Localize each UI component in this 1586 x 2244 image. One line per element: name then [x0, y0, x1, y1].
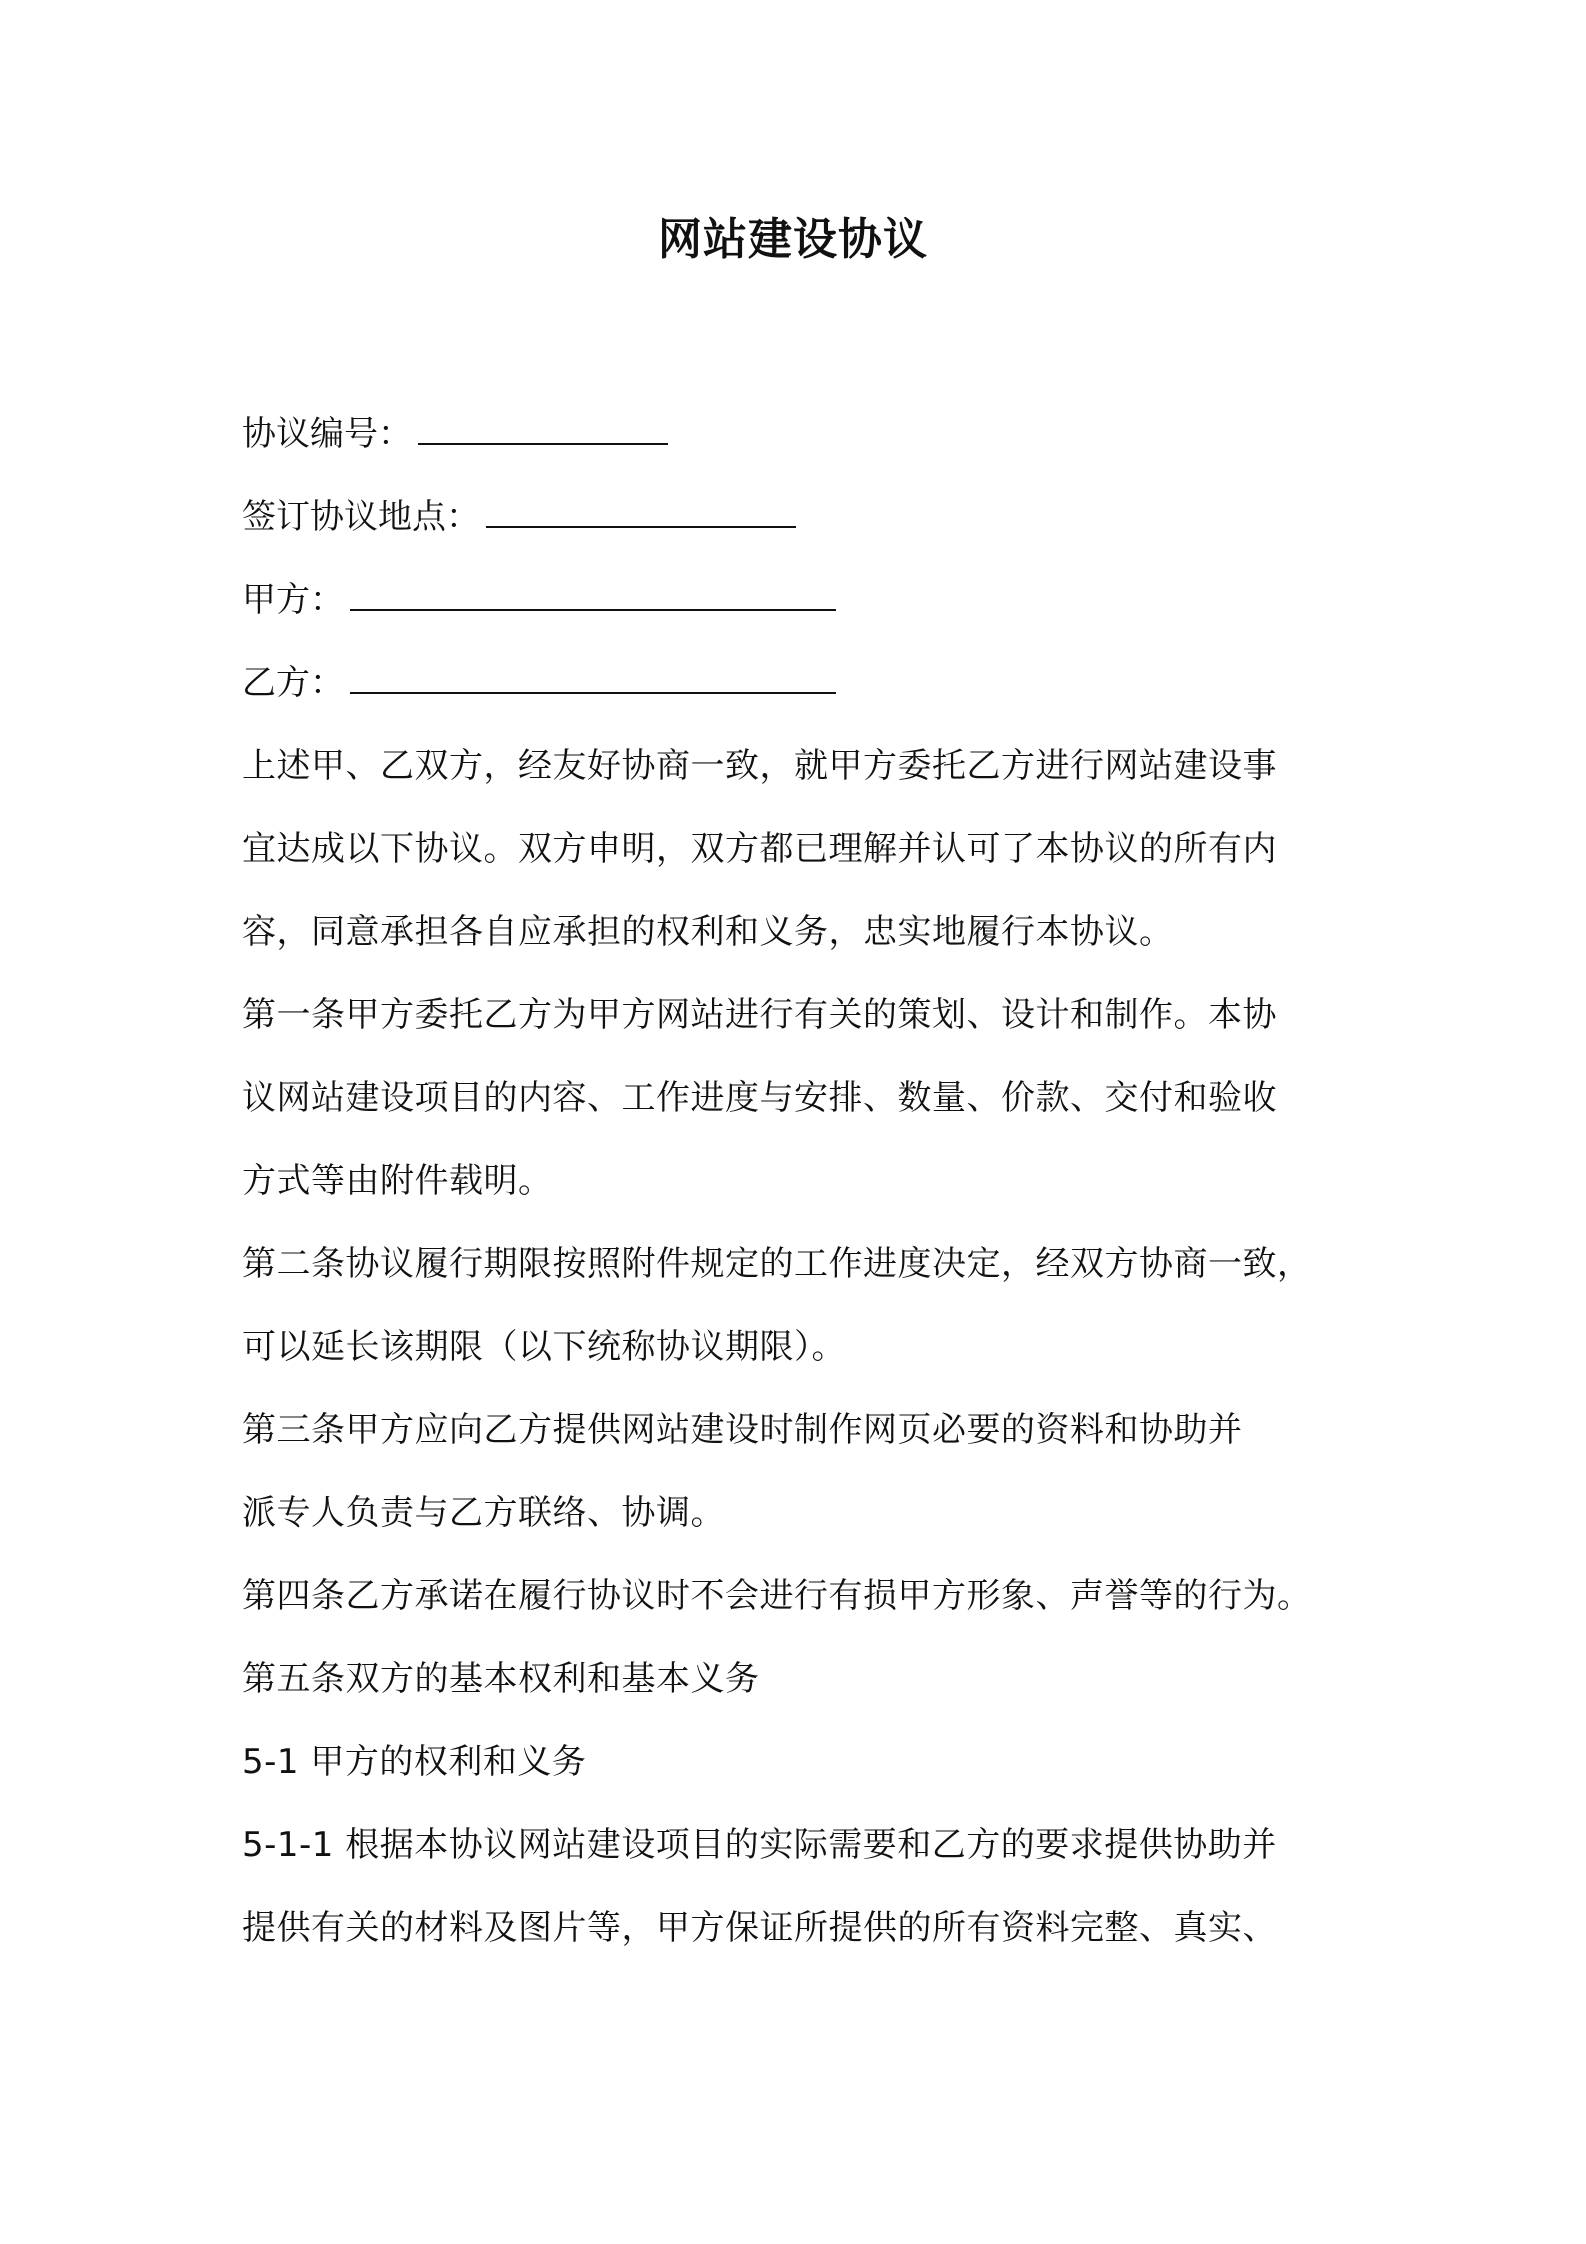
body-line: 5-1-1 根据本协议网站建设项目的实际需要和乙方的要求提供协助并	[242, 1825, 1277, 1865]
body-line: 提供有关的材料及图片等，甲方保证所提供的所有资料完整、真实、	[242, 1908, 1277, 1948]
body-line: 宜达成以下协议。双方申明，双方都已理解并认可了本协议的所有内	[242, 829, 1277, 869]
agreement-number-label: 协议编号：	[242, 414, 412, 454]
body-line: 第五条双方的基本权利和基本义务	[242, 1659, 760, 1699]
party-a-blank[interactable]	[350, 579, 836, 611]
body-line: 方式等由附件载明。	[242, 1161, 553, 1201]
body-line: 可以延长该期限（以下统称协议期限）。	[242, 1327, 846, 1367]
body-line: 派专人负责与乙方联络、协调。	[242, 1493, 725, 1533]
agreement-number-field	[242, 410, 668, 458]
body-line: 第三条甲方应向乙方提供网站建设时制作网页必要的资料和协助并	[242, 1410, 1243, 1450]
body-line: 5-1 甲方的权利和义务	[242, 1742, 587, 1782]
party-b-label: 乙方：	[242, 663, 344, 703]
body-line: 议网站建设项目的内容、工作进度与安排、数量、价款、交付和验收	[242, 1078, 1277, 1118]
party-b-field	[242, 659, 836, 707]
party-b-blank[interactable]	[350, 662, 836, 694]
signing-location-blank[interactable]	[486, 496, 796, 528]
body-line: 容，同意承担各自应承担的权利和义务，忠实地履行本协议。	[242, 912, 1174, 952]
agreement-number-blank[interactable]	[418, 413, 668, 445]
document-title: 网站建设协议	[658, 214, 928, 265]
party-a-field	[242, 576, 836, 624]
body-line: 第一条甲方委托乙方为甲方网站进行有关的策划、设计和制作。本协	[242, 995, 1277, 1035]
body-line: 上述甲、乙双方，经友好协商一致，就甲方委托乙方进行网站建设事	[242, 746, 1277, 786]
signing-location-label: 签订协议地点：	[242, 497, 480, 537]
signing-location-field	[242, 493, 796, 541]
body-line: 第二条协议履行期限按照附件规定的工作进度决定，经双方协商一致，	[242, 1244, 1312, 1284]
party-a-label: 甲方：	[242, 580, 344, 620]
body-line: 第四条乙方承诺在履行协议时不会进行有损甲方形象、声誉等的行为。	[242, 1576, 1312, 1616]
